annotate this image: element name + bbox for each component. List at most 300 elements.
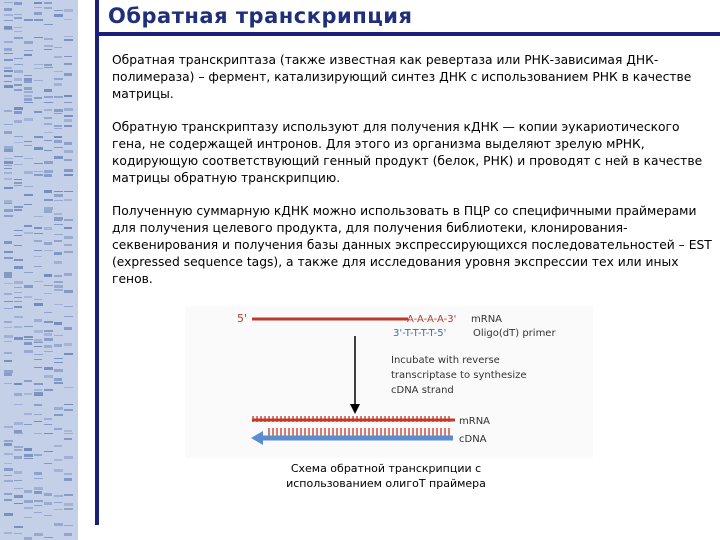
gel-band xyxy=(64,404,73,405)
gel-band xyxy=(14,78,22,81)
gel-band xyxy=(14,156,23,157)
gel-band xyxy=(64,219,73,221)
gel-band xyxy=(44,207,53,210)
gel-band xyxy=(64,430,72,432)
gel-band xyxy=(64,150,73,153)
gel-band xyxy=(54,358,63,359)
gel-band xyxy=(14,27,22,28)
gel-band xyxy=(24,413,32,415)
gel-band xyxy=(44,333,52,336)
down-arrow-icon xyxy=(350,404,360,414)
gel-band xyxy=(24,158,33,159)
gel-band xyxy=(24,78,32,81)
gel-band xyxy=(44,502,52,505)
gel-band xyxy=(24,102,33,103)
gel-band xyxy=(54,414,63,416)
gel-band xyxy=(34,383,43,385)
gel-band xyxy=(24,95,32,97)
gel-band xyxy=(54,281,63,283)
gel-band xyxy=(14,37,23,39)
gel-band xyxy=(14,235,22,236)
gel-band xyxy=(14,287,22,288)
gel-band xyxy=(44,424,52,425)
body-text xyxy=(112,52,712,304)
gel-band xyxy=(24,342,32,345)
gel-band xyxy=(54,509,63,510)
paragraph-applications: Полученную суммарную кДНК можно использовать в ПЦР со специфичными праймерами для получения целевого продукта, для получения библиотеки, клонирования-секвенирования и получения базы данных экспрессирующихся последовательностей – EST (expressed sequence tags), а также для исследования уровня экспрессии тех или иных генов. xyxy=(112,204,712,286)
gel-band xyxy=(34,37,43,38)
gel-band xyxy=(24,500,33,503)
gel-band xyxy=(44,38,53,40)
gel-band xyxy=(54,335,63,336)
gel-band xyxy=(44,463,52,464)
gel-band xyxy=(64,236,73,239)
gel-band xyxy=(34,12,42,15)
gel-band xyxy=(54,459,62,461)
gel-band xyxy=(34,395,43,396)
gel-band xyxy=(54,109,63,112)
gel-band xyxy=(44,109,52,111)
gel-band xyxy=(34,2,42,4)
gel-band xyxy=(34,478,43,479)
gel-band xyxy=(4,373,12,376)
gel-band xyxy=(54,378,62,381)
gel-band xyxy=(14,142,23,143)
cdna-label: cDNA xyxy=(459,434,487,445)
gel-band xyxy=(4,475,12,476)
gel-band xyxy=(64,115,73,117)
gel-band xyxy=(34,487,43,490)
gel-band xyxy=(4,81,12,82)
gel-band xyxy=(34,7,42,8)
gel-band xyxy=(4,272,12,275)
gel-band xyxy=(4,275,12,278)
gel-band xyxy=(54,502,62,503)
gel-band xyxy=(64,438,72,440)
gel-band xyxy=(4,29,13,30)
gel-band xyxy=(4,165,12,166)
gel-band xyxy=(4,360,12,362)
gel-band xyxy=(44,242,52,245)
gel-band xyxy=(44,174,52,177)
gel-band xyxy=(14,31,22,32)
gel-band xyxy=(14,292,22,293)
gel-band xyxy=(64,478,72,481)
gel-band xyxy=(64,56,72,57)
gel-band xyxy=(24,141,32,142)
gel-band xyxy=(54,285,63,288)
gel-band xyxy=(4,200,12,203)
gel-band xyxy=(24,296,32,298)
gel-band xyxy=(24,490,32,493)
gel-band xyxy=(4,187,13,189)
gel-band xyxy=(44,227,52,230)
gel-band xyxy=(4,85,13,88)
gel-band xyxy=(34,250,42,251)
gel-band xyxy=(14,281,23,284)
gel-band xyxy=(34,500,43,502)
gel-band xyxy=(14,164,23,165)
frame-horizontal-bar xyxy=(95,32,720,36)
gel-band xyxy=(64,73,72,76)
gel-band xyxy=(34,281,43,282)
gel-band xyxy=(34,111,42,113)
gel-band xyxy=(54,140,62,143)
gel-band xyxy=(54,362,63,363)
gel-band xyxy=(34,147,43,150)
gel-band xyxy=(24,424,32,425)
page-title: Обратная транскрипция xyxy=(108,4,413,28)
gel-band xyxy=(44,345,52,348)
gel-band xyxy=(64,227,72,229)
gel-band xyxy=(64,191,73,192)
gel-band xyxy=(44,285,53,286)
gel-band xyxy=(64,39,73,41)
gel-band xyxy=(4,463,12,464)
gel-band xyxy=(64,353,73,355)
gel-band xyxy=(54,322,62,325)
gel-band xyxy=(44,293,52,294)
gel-band xyxy=(4,14,13,16)
gel-band xyxy=(64,290,73,293)
gel-band xyxy=(14,495,23,498)
gel-band xyxy=(4,203,12,204)
gel-band xyxy=(34,163,43,164)
gel-band xyxy=(24,458,33,459)
gel-band xyxy=(64,95,72,97)
gel-band xyxy=(14,430,22,433)
gel-band xyxy=(14,64,23,65)
gel-band xyxy=(44,367,53,370)
gel-band xyxy=(24,171,33,174)
gel-band xyxy=(44,49,52,50)
gel-band xyxy=(14,84,22,86)
gel-band xyxy=(34,330,43,333)
gel-band xyxy=(34,68,43,69)
gel-band xyxy=(54,213,62,215)
gel-band xyxy=(4,251,13,253)
gel-band xyxy=(44,123,52,125)
gel-band xyxy=(4,480,13,482)
gel-band xyxy=(24,145,32,146)
gel-band xyxy=(34,389,42,391)
gel-band xyxy=(44,45,53,47)
gel-band xyxy=(64,199,72,201)
gel-band xyxy=(14,480,22,481)
gel-band xyxy=(54,344,62,347)
gel-band xyxy=(54,56,62,58)
gel-band xyxy=(14,471,22,474)
polya-tail-label: A-A-A-A-3' xyxy=(407,314,457,325)
gel-band xyxy=(44,210,52,213)
gel-band xyxy=(64,174,73,176)
gel-band xyxy=(24,186,33,187)
gel-band xyxy=(14,301,22,302)
gel-band xyxy=(44,418,52,420)
gel-band xyxy=(24,285,33,288)
gel-band xyxy=(44,170,53,173)
gel-band xyxy=(24,336,33,338)
gel-band xyxy=(24,54,32,56)
gel-band xyxy=(4,67,12,69)
gel-band xyxy=(54,495,63,497)
gel-band xyxy=(34,359,42,360)
gel-band xyxy=(4,2,13,3)
gel-band xyxy=(24,204,32,205)
gel-band xyxy=(4,241,12,244)
gel-band xyxy=(34,266,42,267)
gel-band xyxy=(64,327,72,330)
dna-gel-decoration xyxy=(0,0,78,540)
gel-band xyxy=(4,41,13,43)
gel-band xyxy=(24,98,32,101)
gel-band xyxy=(54,136,62,138)
gel-band xyxy=(14,326,22,328)
gel-band xyxy=(54,78,63,80)
gel-band xyxy=(14,107,23,110)
gel-band xyxy=(4,321,12,323)
gel-band xyxy=(24,339,33,340)
gel-band xyxy=(64,473,72,475)
gel-band xyxy=(34,454,42,456)
gel-band xyxy=(4,301,13,302)
gel-band xyxy=(4,493,12,495)
gel-band xyxy=(24,326,33,327)
gel-band xyxy=(34,533,43,536)
polyt-primer-label: 3'-T-T-T-T-5' xyxy=(393,328,447,339)
gel-band xyxy=(34,227,42,229)
gel-band xyxy=(4,468,13,471)
figure-caption xyxy=(262,461,510,491)
gel-band xyxy=(4,283,13,284)
gel-band xyxy=(14,433,23,434)
gel-band xyxy=(44,64,52,66)
gel-band xyxy=(4,158,13,159)
gel-band xyxy=(4,453,13,455)
gel-band xyxy=(4,131,12,134)
gel-band xyxy=(44,537,53,538)
gel-band xyxy=(54,240,62,242)
primer-label: Oligo(dT) primer xyxy=(473,328,556,339)
gel-band xyxy=(64,306,73,307)
gel-band xyxy=(44,493,52,496)
gel-band xyxy=(54,469,63,472)
gel-band xyxy=(34,392,43,395)
gel-band xyxy=(34,433,42,434)
gel-band xyxy=(64,36,73,37)
gel-band xyxy=(4,149,13,152)
gel-band xyxy=(54,289,63,291)
gel-band xyxy=(14,526,23,528)
gel-band xyxy=(44,96,53,98)
gel-band xyxy=(64,494,73,496)
gel-band xyxy=(14,206,23,208)
gel-band xyxy=(44,312,52,313)
gel-band xyxy=(14,337,23,340)
gel-band xyxy=(24,41,33,44)
gel-band xyxy=(44,250,53,251)
gel-band xyxy=(64,159,72,161)
gel-band xyxy=(24,454,33,457)
gel-band xyxy=(54,252,62,255)
paragraph-definition: Обратная транскриптаза (также известная как ревертаза или РНК-зависимая ДНК-полимераза) – фермент, катализирующий синтез ДНК с использованием РНК в качестве матрицы. xyxy=(112,53,692,101)
gel-band xyxy=(14,136,23,137)
gel-band xyxy=(34,299,42,300)
gel-band xyxy=(4,499,12,501)
gel-band xyxy=(24,81,32,83)
gel-band xyxy=(24,517,32,518)
gel-band xyxy=(24,19,33,21)
gel-band xyxy=(44,67,53,68)
diagram-canvas xyxy=(185,306,593,458)
gel-band xyxy=(64,19,72,20)
gel-band xyxy=(64,533,72,536)
gel-band xyxy=(54,191,63,192)
gel-band xyxy=(44,89,52,92)
gel-band xyxy=(44,375,53,378)
five-prime-label: 5' xyxy=(237,312,248,325)
gel-band xyxy=(34,64,43,65)
gel-band xyxy=(24,272,33,273)
gel-band xyxy=(64,525,73,526)
gel-band xyxy=(44,24,53,25)
gel-band xyxy=(64,343,72,346)
gel-band xyxy=(14,70,23,73)
gel-band xyxy=(64,456,73,459)
gel-band xyxy=(4,513,13,516)
gel-band xyxy=(64,108,73,111)
gel-band xyxy=(14,422,23,425)
gel-band xyxy=(34,342,43,343)
gel-band xyxy=(34,354,43,355)
gel-band xyxy=(54,224,63,225)
gel-band xyxy=(4,443,12,446)
gel-band xyxy=(64,316,73,317)
gel-band xyxy=(34,171,43,172)
gel-band xyxy=(14,259,23,261)
gel-band xyxy=(4,8,12,11)
gel-band xyxy=(44,117,52,119)
gel-band xyxy=(54,156,63,159)
gel-band xyxy=(14,111,22,114)
gel-band xyxy=(34,367,42,368)
gel-band xyxy=(44,274,52,277)
gel-band xyxy=(24,75,32,76)
gel-band xyxy=(44,102,53,103)
gel-band xyxy=(34,512,42,513)
gel-band xyxy=(54,10,63,11)
gel-band xyxy=(4,168,12,169)
gel-band xyxy=(64,387,73,388)
gel-band xyxy=(14,14,22,15)
gel-band xyxy=(64,125,72,127)
gel-band xyxy=(14,297,22,298)
gel-band xyxy=(64,273,72,276)
gel-band xyxy=(14,449,22,451)
gel-band xyxy=(24,225,32,227)
gel-band xyxy=(64,142,72,145)
caption-line2: использованием олигоТ праймера xyxy=(286,477,486,490)
gel-band xyxy=(14,182,22,184)
gel-band xyxy=(4,75,12,77)
gel-band xyxy=(44,140,52,141)
gel-band xyxy=(14,185,22,186)
paragraph-cdna: Обратную транскриптазу используют для получения кДНК — копии эукариотического гена, не содержащей интронов. Для этого из организма выделяют зрелую мРНК, кодирующую соответствующий генный продукт (белок, РНК) и проводят с ней в качестве матрицы обратную транскрипцию. xyxy=(112,120,703,185)
gel-band xyxy=(4,209,13,212)
gel-band xyxy=(64,409,73,411)
gel-band xyxy=(4,178,12,180)
mrna-top-label: mRNA xyxy=(471,314,503,325)
gel-band xyxy=(14,209,22,211)
reverse-transcription-diagram xyxy=(185,306,593,458)
mrna-bottom-label: mRNA xyxy=(459,416,491,427)
gel-band xyxy=(4,370,13,373)
gel-band xyxy=(54,14,63,17)
gel-band xyxy=(64,251,73,253)
gel-band xyxy=(34,256,42,257)
gel-band xyxy=(64,169,73,172)
gel-band xyxy=(24,118,33,121)
gel-band xyxy=(4,20,13,21)
gel-band xyxy=(44,351,53,352)
gel-band xyxy=(54,200,63,201)
gel-band xyxy=(54,304,63,305)
gel-band xyxy=(44,389,53,391)
gel-band xyxy=(44,338,53,341)
gel-band xyxy=(54,523,63,526)
gel-band xyxy=(14,89,22,91)
gel-band xyxy=(64,503,73,506)
gel-band xyxy=(14,245,22,246)
gel-band xyxy=(64,433,73,434)
gel-band xyxy=(4,327,12,328)
gel-band xyxy=(64,244,72,246)
gel-band xyxy=(14,393,22,396)
gel-band xyxy=(4,293,12,295)
gel-band xyxy=(24,50,33,51)
gel-band xyxy=(4,146,13,149)
gel-band xyxy=(24,350,33,353)
gel-band xyxy=(34,19,43,21)
gel-band xyxy=(44,132,53,133)
gel-band xyxy=(54,407,63,410)
gel-band xyxy=(24,507,33,509)
gel-band xyxy=(34,216,43,217)
gel-band xyxy=(54,261,62,264)
gel-band xyxy=(34,97,42,99)
gel-band xyxy=(54,194,63,197)
gel-band xyxy=(4,59,13,61)
gel-band xyxy=(4,110,12,112)
gel-band xyxy=(14,2,22,5)
frame-vertical-bar xyxy=(95,0,99,525)
gel-band xyxy=(54,428,62,430)
gel-band xyxy=(54,128,62,129)
gel-band xyxy=(4,341,12,342)
gel-band xyxy=(54,47,62,48)
gel-band xyxy=(44,199,53,201)
gel-band xyxy=(4,48,12,51)
gel-band xyxy=(54,125,62,127)
gel-band xyxy=(34,233,43,234)
gel-band xyxy=(4,383,12,384)
gel-band xyxy=(4,70,13,72)
gel-band xyxy=(14,120,22,123)
step-text-line2: transcriptase to synthesize xyxy=(391,370,527,381)
gel-band xyxy=(4,124,13,125)
gel-band xyxy=(4,352,12,354)
gel-band xyxy=(24,194,33,196)
